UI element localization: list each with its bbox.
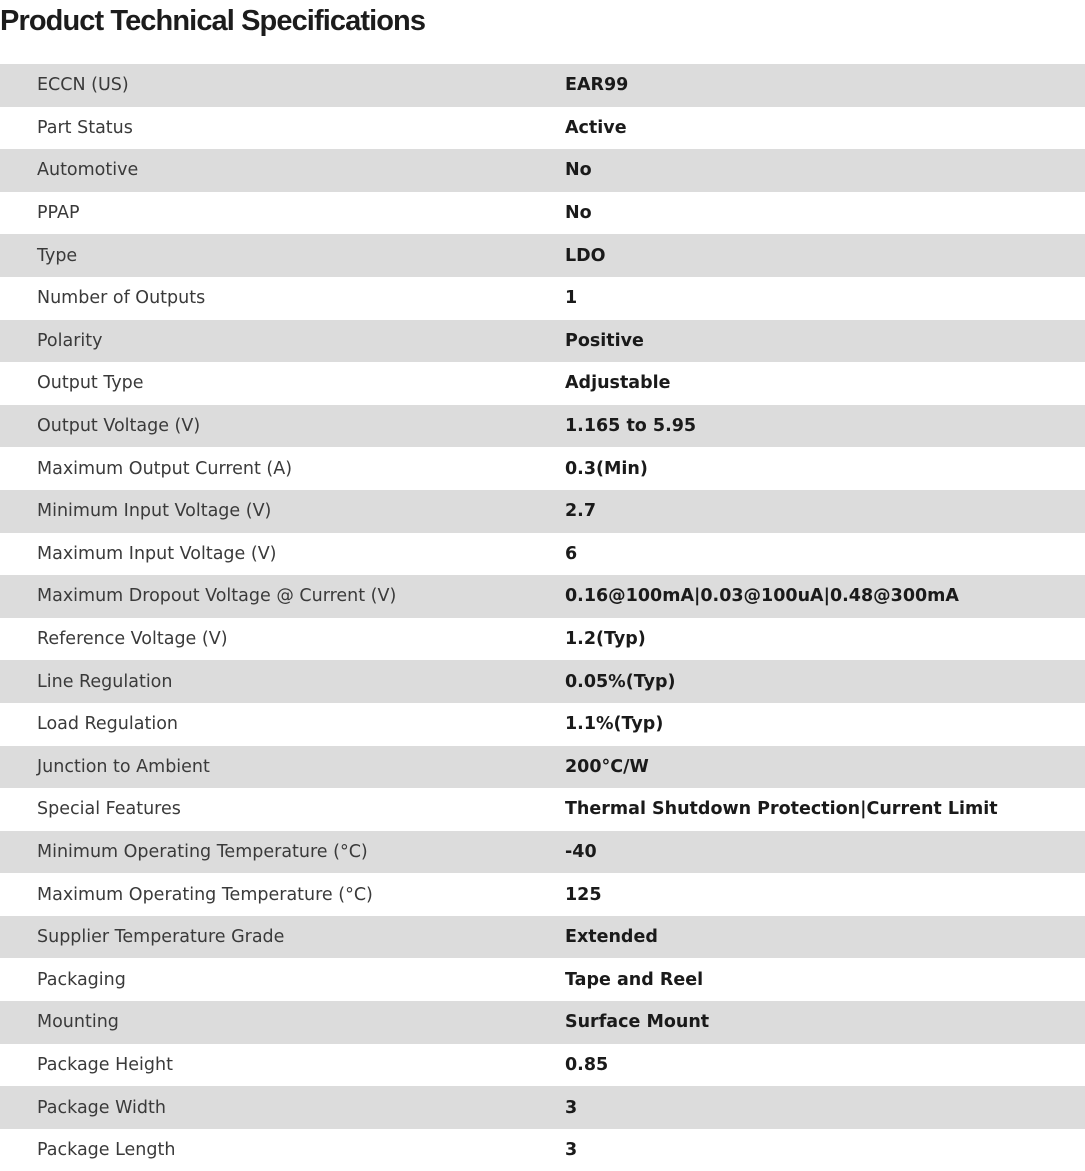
spec-label: Maximum Output Current (A) — [0, 447, 565, 490]
spec-value: Surface Mount — [565, 1001, 1085, 1044]
spec-row — [0, 149, 1085, 192]
spec-row — [0, 916, 1085, 959]
spec-label: Maximum Input Voltage (V) — [0, 533, 565, 576]
spec-row — [0, 234, 1085, 277]
spec-row — [0, 362, 1085, 405]
spec-table-body — [0, 64, 1085, 1171]
spec-row — [0, 107, 1085, 150]
spec-row — [0, 703, 1085, 746]
spec-row — [0, 958, 1085, 1001]
spec-value: 6 — [565, 533, 1085, 576]
spec-row — [0, 192, 1085, 235]
spec-value: Extended — [565, 916, 1085, 959]
spec-label: Special Features — [0, 788, 565, 831]
spec-value: Tape and Reel — [565, 958, 1085, 1001]
spec-value: 1.1%(Typ) — [565, 703, 1085, 746]
spec-label: Junction to Ambient — [0, 746, 565, 789]
spec-label: Mounting — [0, 1001, 565, 1044]
spec-value: 2.7 — [565, 490, 1085, 533]
spec-value: 1 — [565, 277, 1085, 320]
spec-value: 0.3(Min) — [565, 447, 1085, 490]
spec-label: Package Length — [0, 1129, 565, 1171]
spec-label: Maximum Operating Temperature (°C) — [0, 873, 565, 916]
spec-value: -40 — [565, 831, 1085, 874]
spec-row — [0, 1129, 1085, 1171]
spec-label: Packaging — [0, 958, 565, 1001]
spec-label: Polarity — [0, 320, 565, 363]
spec-label: Minimum Operating Temperature (°C) — [0, 831, 565, 874]
spec-label: ECCN (US) — [0, 64, 565, 107]
spec-label: Output Type — [0, 362, 565, 405]
spec-value: 125 — [565, 873, 1085, 916]
spec-label: Load Regulation — [0, 703, 565, 746]
spec-label: Part Status — [0, 107, 565, 150]
spec-row — [0, 1086, 1085, 1129]
spec-value: Adjustable — [565, 362, 1085, 405]
spec-value: Active — [565, 107, 1085, 150]
page-title: Product Technical Specifications — [0, 5, 426, 37]
spec-label: Package Width — [0, 1086, 565, 1129]
spec-row — [0, 660, 1085, 703]
spec-value: 3 — [565, 1086, 1085, 1129]
spec-label: Maximum Dropout Voltage @ Current (V) — [0, 575, 565, 618]
spec-row — [0, 64, 1085, 107]
spec-row — [0, 575, 1085, 618]
spec-label: Type — [0, 234, 565, 277]
spec-value: 0.16@100mA|0.03@100uA|0.48@300mA — [565, 575, 1085, 618]
spec-row — [0, 831, 1085, 874]
spec-row — [0, 533, 1085, 576]
spec-value: 3 — [565, 1129, 1085, 1171]
spec-label: Automotive — [0, 149, 565, 192]
spec-row — [0, 788, 1085, 831]
spec-label: Output Voltage (V) — [0, 405, 565, 448]
spec-row — [0, 320, 1085, 363]
spec-row — [0, 405, 1085, 448]
spec-row — [0, 746, 1085, 789]
spec-label: Package Height — [0, 1044, 565, 1087]
spec-label: Reference Voltage (V) — [0, 618, 565, 661]
spec-value: EAR99 — [565, 64, 1085, 107]
spec-value: LDO — [565, 234, 1085, 277]
spec-table — [0, 64, 1085, 1171]
spec-value: 0.05%(Typ) — [565, 660, 1085, 703]
spec-value: 0.85 — [565, 1044, 1085, 1087]
spec-label: Minimum Input Voltage (V) — [0, 490, 565, 533]
spec-value: Thermal Shutdown Protection|Current Limit — [565, 788, 1085, 831]
spec-label: PPAP — [0, 192, 565, 235]
spec-row — [0, 447, 1085, 490]
spec-row — [0, 618, 1085, 661]
spec-label: Supplier Temperature Grade — [0, 916, 565, 959]
spec-row — [0, 873, 1085, 916]
spec-value: 1.165 to 5.95 — [565, 405, 1085, 448]
spec-label: Line Regulation — [0, 660, 565, 703]
spec-label: Number of Outputs — [0, 277, 565, 320]
spec-value: Positive — [565, 320, 1085, 363]
spec-row — [0, 490, 1085, 533]
spec-value: 1.2(Typ) — [565, 618, 1085, 661]
spec-row — [0, 1001, 1085, 1044]
spec-row — [0, 277, 1085, 320]
spec-value: No — [565, 192, 1085, 235]
spec-value: 200°C/W — [565, 746, 1085, 789]
spec-row — [0, 1044, 1085, 1087]
spec-value: No — [565, 149, 1085, 192]
